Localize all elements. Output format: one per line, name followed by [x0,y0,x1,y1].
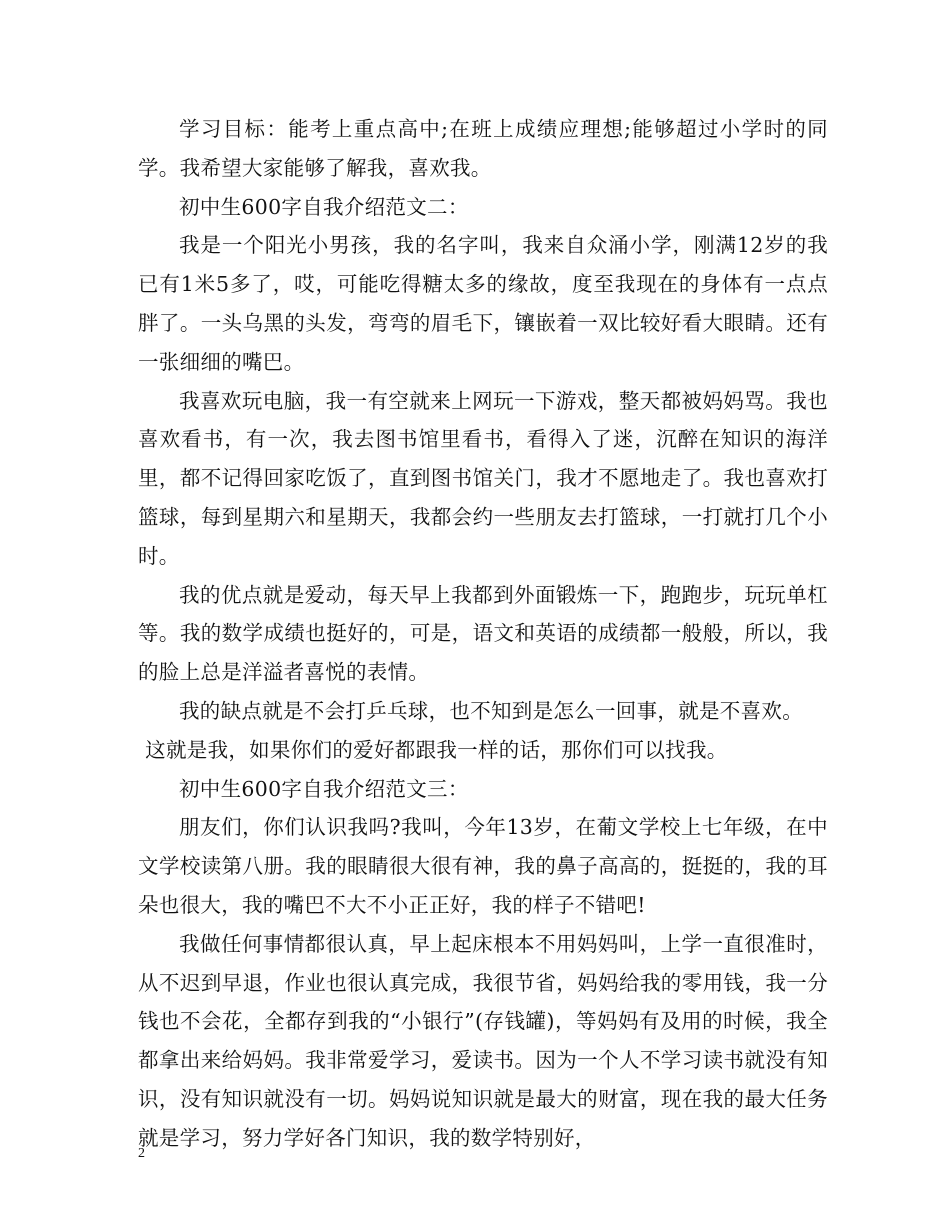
paragraph-hobbies: 我喜欢玩电脑，我一有空就来上网玩一下游戏，整天都被妈妈骂。我也喜欢看书，有一次，我去图书馆里看书，看得入了迷，沉醉在知识的海洋里，都不记得回家吃饭了，直到图书馆关门，我才不愿地走了。我也喜欢打篮球，每到星期六和星期天，我都会约一些朋友去打篮球，一打就打几个小时。 [138,388,828,568]
paragraph-introduction: 朋友们，你们认识我吗?我叫，今年13岁，在葡文学校上七年级，在中文学校读第八册。我的眼睛很大很有神，我的鼻子高高的，挺挺的，我的耳朵也很大，我的嘴巴不大不小正正好，我的样子不错吧! [138,815,828,917]
document-body [138,110,828,1158]
paragraph-strengths: 我的优点就是爱动，每天早上我都到外面锻炼一下，跑跑步，玩玩单杠等。我的数学成绩也挺好的，可是，语文和英语的成绩都一般般，所以，我的脸上总是洋溢者喜悦的表情。 [138,582,828,685]
paragraph-appearance: 我是一个阳光小男孩，我的名字叫，我来自众涌小学，刚满12岁的我已有1米5多了，哎，可能吃得糖太多的缘故，度至我现在的身体有一点点胖了。一头乌黑的头发，弯弯的眉毛下，镶嵌着一双比较好看大眼睛。还有一张细细的嘴巴。 [138,233,828,374]
paragraph-study-goals: 学习目标：能考上重点高中;在班上成绩应理想;能够超过小学时的同学。我希望大家能够了解我，喜欢我。 [138,117,828,180]
page-number: 2 [138,1146,145,1161]
heading-sample-two: 初中生600字自我介绍范文二： [179,194,469,219]
paragraph-closing: 这就是我，如果你们的爱好都跟我一样的话，那你们可以找我。 [145,737,728,762]
heading-sample-three: 初中生600字自我介绍范文三： [179,776,469,801]
paragraph-weaknesses: 我的缺点就是不会打乒乓球，也不知到是怎么一回事，就是不喜欢。 [179,698,803,723]
paragraph-diligence: 我做任何事情都很认真，早上起床根本不用妈妈叫，上学一直很准时，从不迟到早退，作业也很认真完成，我很节省，妈妈给我的零用钱，我一分钱也不会花，全都存到我的“小银行”(存钱罐)，等妈妈有及用的时候，我全都拿出来给妈妈。我非常爱学习，爱读书。因为一个人不学习读书就没有知识，没有知识就没有一切。妈妈说知识就是最大的财富，现在我的最大任务就是学习，努力学好各门知识，我的数学特别好， [138,931,828,1150]
